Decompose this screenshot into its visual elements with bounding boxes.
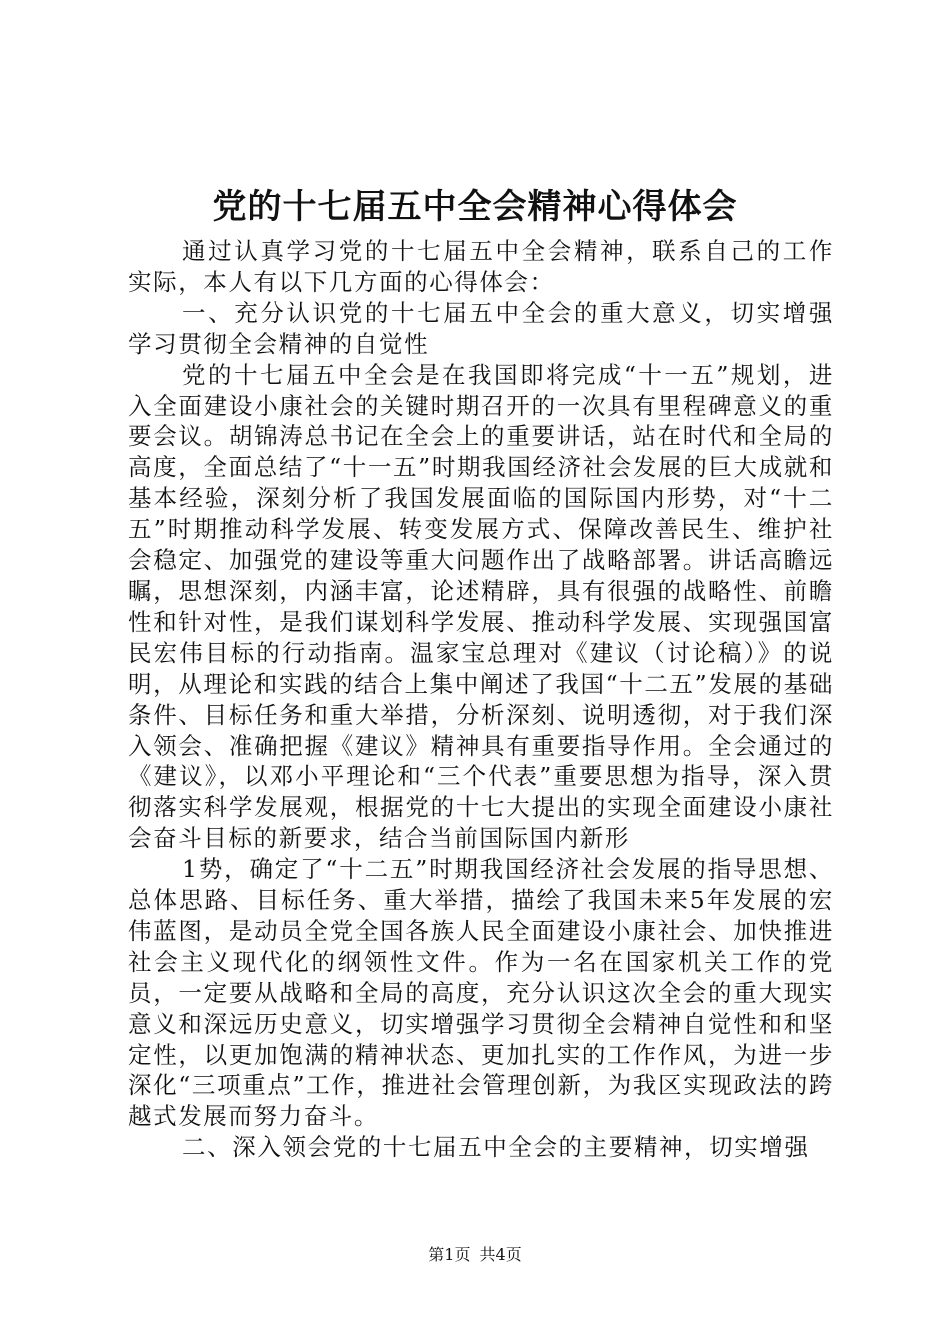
section-heading-1: 一、充分认识党的十七届五中全会的重大意义，切实增强学习贯彻全会精神的自觉性 <box>128 298 834 358</box>
paragraph-section-1: 党的十七届五中全会是在我国即将完成“十一五”规划，进入全面建设小康社会的关键时期召开的一次具有里程碑意义的重要会议。胡锦涛总书记在全会上的重要讲话，站在时代和全局的高度，全面总结了“十一五”时期我国经济社会发展的巨大成就和基本经验，深刻分析了我国发展面临的国际国内形势，对“十二五”时期推动科学发展、转变发展方式、保障改善民生、维护社会稳定、加强党的建设等重大问题作出了战略部署。讲话高瞻远瞩，思想深刻，内涵丰富，论述精辟，具有很强的战略性、前瞻性和针对性，是我们谋划科学发展、推动科学发展、实现强国富民宏伟目标的行动指南。温家宝总理对《建议（讨论稿）》的说明，从理论和实践的结合上集中阐述了我国“十二五”发展的基础条件、目标任务和重大举措，分析深刻、说明透彻，对于我们深入领会、准确把握《建议》精神具有重要指导作用。全会通过的《建议》，以邓小平理论和“三个代表”重要思想为指导，深入贯彻落实科学发展观，根据党的十七大提出的实现全面建设小康社会奋斗目标的新要求，结合当前国际国内新形 <box>128 360 834 853</box>
document-body <box>128 236 834 1163</box>
paragraph-intro: 通过认真学习党的十七届五中全会精神，联系自己的工作实际，本人有以下几方面的心得体会： <box>128 237 834 296</box>
page-total: 共4页 <box>479 1245 522 1264</box>
page-number: 第1页 <box>428 1245 471 1264</box>
section-heading-2: 二、深入领会党的十七届五中全会的主要精神，切实增强 <box>182 1133 810 1162</box>
document-title: 党的十七届五中全会精神心得体会 <box>212 187 738 227</box>
page-footer <box>0 1244 950 1266</box>
paragraph-section-1-continued: 1势，确定了“十二五”时期我国经济社会发展的指导思想、总体思路、目标任务、重大举措，描绘了我国未来5年发展的宏伟蓝图，是动员全党全国各族人民全面建设小康社会、加快推进社会主义现代化的纲领性文件。作为一名在国家机关工作的党员，一定要从战略和全局的高度，充分认识这次全会的重大现实意义和深远历史意义，切实增强学习贯彻全会精神自觉性和和坚定性，以更加饱满的精神状态、更加扎实的工作作风，为进一步深化“三项重点”工作，推进社会管理创新，为我区实现政法的跨越式发展而努力奋斗。 <box>128 855 834 1131</box>
